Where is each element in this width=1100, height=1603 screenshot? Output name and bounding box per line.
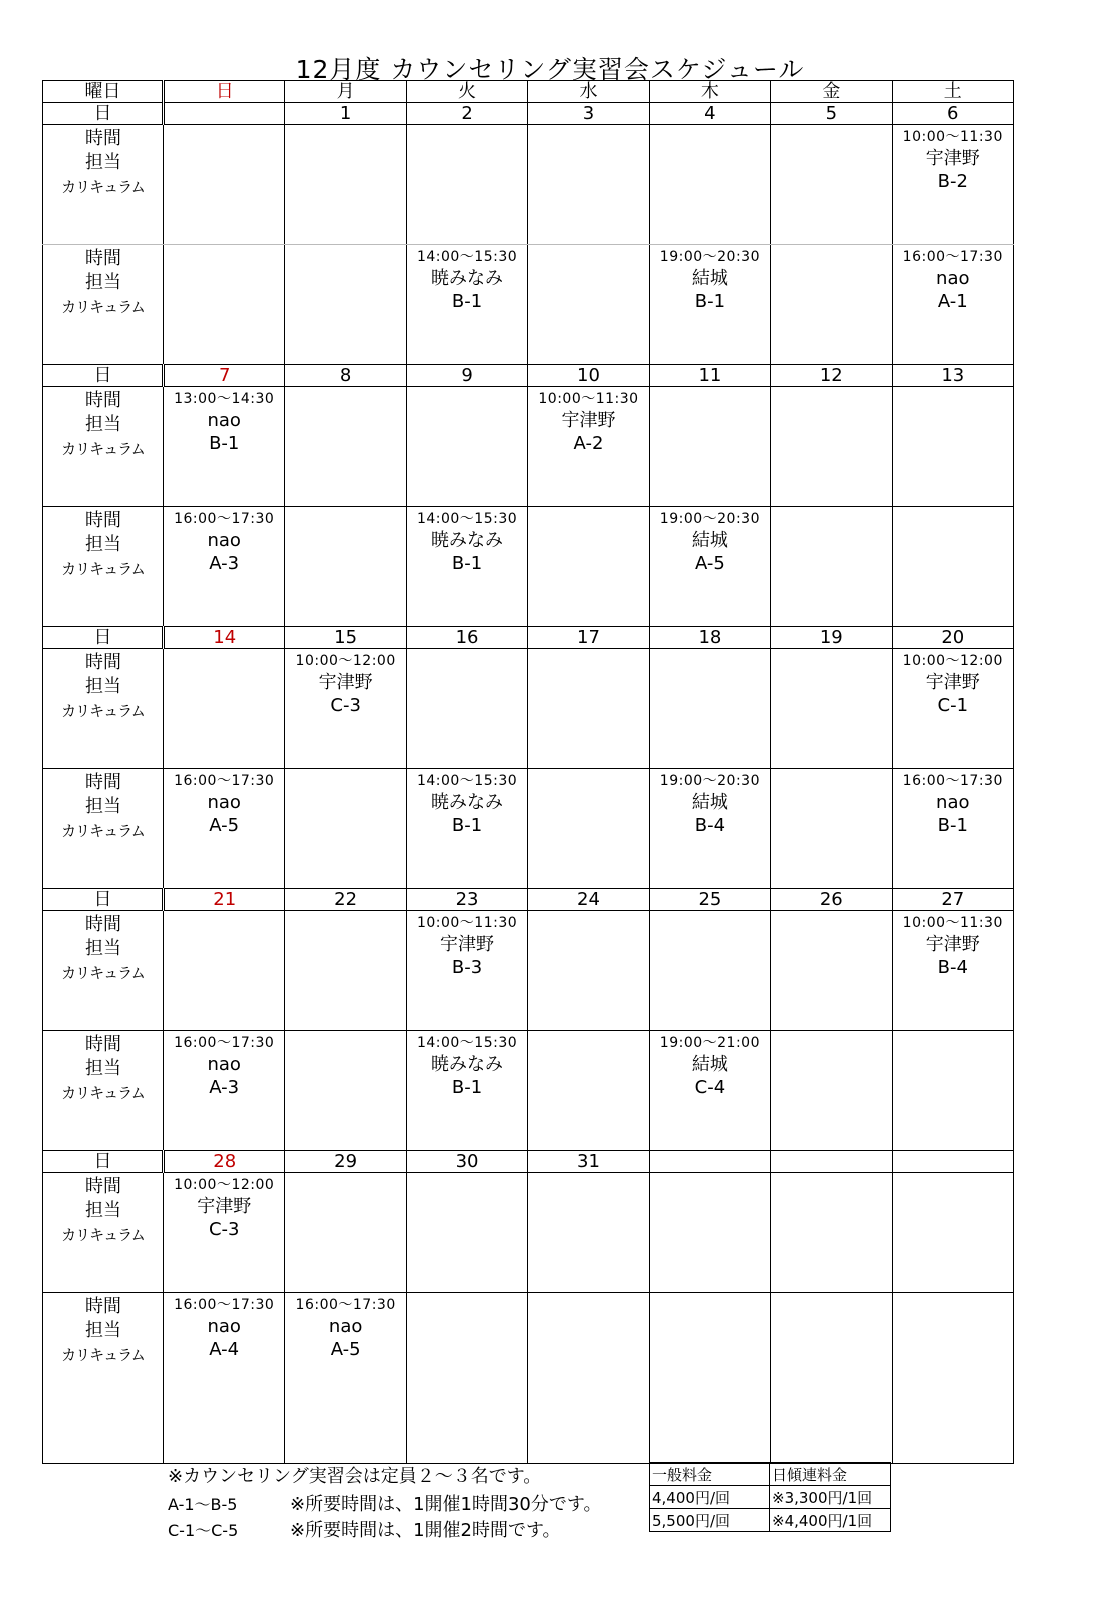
session-staff: nao bbox=[328, 1316, 363, 1337]
weekday-6: 土 bbox=[892, 81, 1013, 103]
session-time: 16:00～17:30 bbox=[902, 249, 1003, 265]
empty-cell bbox=[771, 769, 892, 889]
date-row bbox=[43, 1151, 1014, 1173]
fee-row bbox=[650, 1509, 891, 1532]
weekday-3: 水 bbox=[528, 81, 649, 103]
session-time: 14:00～15:30 bbox=[416, 511, 518, 527]
slot-labels bbox=[43, 649, 164, 769]
time-label: 時間 bbox=[85, 510, 121, 531]
empty-cell bbox=[528, 1173, 649, 1293]
session-staff: nao bbox=[207, 530, 241, 551]
date-cell: 15 bbox=[285, 627, 406, 649]
empty-cell bbox=[649, 649, 770, 769]
empty-cell bbox=[771, 125, 892, 245]
empty-cell bbox=[892, 1293, 1013, 1464]
session-cell bbox=[285, 649, 406, 769]
session-staff: 結城 bbox=[691, 1054, 728, 1075]
date-cell bbox=[892, 1151, 1013, 1173]
empty-cell bbox=[285, 1173, 406, 1293]
session-time: 10:00～12:00 bbox=[295, 653, 396, 669]
empty-cell bbox=[892, 1173, 1013, 1293]
session-staff: 宇津野 bbox=[925, 672, 980, 693]
slot-row bbox=[43, 769, 1014, 889]
fee-member: ※3,300円/1回 bbox=[770, 1486, 891, 1509]
session-cell bbox=[649, 507, 770, 627]
note-duration-c: ※所要時間は、1開催2時間です。 bbox=[290, 1520, 561, 1541]
session-time: 14:00～15:30 bbox=[416, 773, 518, 789]
date-cell: 20 bbox=[892, 627, 1013, 649]
session-curriculum: B-1 bbox=[451, 1077, 483, 1098]
empty-cell bbox=[285, 1031, 406, 1151]
empty-cell bbox=[164, 911, 285, 1031]
session-staff: nao bbox=[207, 792, 241, 813]
session-staff: 結城 bbox=[691, 530, 728, 551]
session-time: 16:00～17:30 bbox=[174, 773, 275, 789]
session-staff: 暁みなみ bbox=[431, 1054, 504, 1075]
session-time: 16:00～17:30 bbox=[174, 1297, 275, 1313]
date-cell: 3 bbox=[528, 103, 649, 125]
session-time: 10:00～12:00 bbox=[174, 1177, 275, 1193]
staff-label: 担当 bbox=[85, 1058, 121, 1079]
empty-cell bbox=[528, 245, 649, 365]
session-staff: 宇津野 bbox=[197, 1196, 252, 1217]
date-cell: 4 bbox=[649, 103, 770, 125]
session-cell bbox=[892, 769, 1013, 889]
session-cell bbox=[528, 387, 649, 507]
staff-label: 担当 bbox=[85, 152, 121, 173]
weekday-4: 木 bbox=[649, 81, 770, 103]
fee-general: 4,400円/回 bbox=[650, 1486, 770, 1509]
slot-labels bbox=[43, 911, 164, 1031]
date-label: 日 bbox=[43, 1151, 164, 1173]
session-time: 10:00～11:30 bbox=[902, 915, 1003, 931]
curriculum-label: カリキュラム bbox=[61, 822, 145, 840]
staff-label: 担当 bbox=[85, 676, 121, 697]
empty-cell bbox=[528, 125, 649, 245]
session-staff: 暁みなみ bbox=[431, 792, 504, 813]
session-cell bbox=[285, 1293, 406, 1464]
session-cell bbox=[649, 769, 770, 889]
session-curriculum: C-1 bbox=[937, 695, 969, 716]
session-curriculum: C-3 bbox=[330, 695, 361, 716]
session-cell bbox=[892, 649, 1013, 769]
empty-cell bbox=[771, 507, 892, 627]
session-time: 16:00～17:30 bbox=[174, 1035, 275, 1051]
date-cell: 11 bbox=[649, 365, 770, 387]
empty-cell bbox=[285, 387, 406, 507]
empty-cell bbox=[649, 1293, 770, 1464]
date-cell: 9 bbox=[406, 365, 527, 387]
empty-cell bbox=[285, 245, 406, 365]
empty-cell bbox=[528, 769, 649, 889]
date-label: 日 bbox=[43, 365, 164, 387]
session-time: 16:00～17:30 bbox=[295, 1297, 396, 1313]
session-cell bbox=[892, 911, 1013, 1031]
session-time: 10:00～11:30 bbox=[902, 129, 1003, 145]
date-cell bbox=[164, 103, 285, 125]
date-label: 日 bbox=[43, 103, 164, 125]
session-staff: 宇津野 bbox=[925, 934, 980, 955]
session-staff: 宇津野 bbox=[318, 672, 373, 693]
date-cell: 22 bbox=[285, 889, 406, 911]
empty-cell bbox=[406, 649, 527, 769]
empty-cell bbox=[406, 1173, 527, 1293]
empty-cell bbox=[406, 387, 527, 507]
slot-labels bbox=[43, 507, 164, 627]
empty-cell bbox=[649, 387, 770, 507]
curriculum-label: カリキュラム bbox=[61, 1084, 145, 1102]
curriculum-label: カリキュラム bbox=[61, 298, 145, 316]
date-cell: 23 bbox=[406, 889, 527, 911]
date-cell: 30 bbox=[406, 1151, 527, 1173]
slot-row bbox=[43, 1173, 1014, 1293]
session-staff: 宇津野 bbox=[561, 410, 616, 431]
session-curriculum: B-2 bbox=[937, 171, 968, 192]
note-range-a: A-1～B-5 bbox=[168, 1495, 238, 1514]
empty-cell bbox=[649, 1173, 770, 1293]
curriculum-label: カリキュラム bbox=[61, 964, 145, 982]
date-cell: 21 bbox=[164, 889, 285, 911]
slot-labels bbox=[43, 125, 164, 245]
session-cell bbox=[892, 245, 1013, 365]
date-cell: 6 bbox=[892, 103, 1013, 125]
time-label: 時間 bbox=[85, 1296, 121, 1317]
date-cell: 13 bbox=[892, 365, 1013, 387]
date-cell: 17 bbox=[528, 627, 649, 649]
weekday-0: 日 bbox=[164, 81, 285, 103]
session-staff: 暁みなみ bbox=[431, 530, 504, 551]
session-curriculum: A-1 bbox=[937, 291, 968, 312]
session-staff: 宇津野 bbox=[925, 148, 980, 169]
empty-cell bbox=[285, 125, 406, 245]
time-label: 時間 bbox=[85, 1176, 121, 1197]
time-label: 時間 bbox=[85, 390, 121, 411]
session-staff: 結城 bbox=[691, 792, 728, 813]
date-cell: 14 bbox=[164, 627, 285, 649]
slot-labels bbox=[43, 245, 164, 365]
date-cell: 26 bbox=[771, 889, 892, 911]
session-time: 10:00～11:30 bbox=[416, 915, 518, 931]
session-curriculum: B-4 bbox=[694, 815, 726, 836]
empty-cell bbox=[528, 507, 649, 627]
staff-label: 担当 bbox=[85, 796, 121, 817]
curriculum-label: カリキュラム bbox=[61, 1346, 145, 1364]
slot-labels bbox=[43, 1293, 164, 1464]
session-curriculum: A-2 bbox=[573, 433, 604, 454]
empty-cell bbox=[164, 649, 285, 769]
session-curriculum: A-5 bbox=[330, 1339, 361, 1360]
empty-cell bbox=[285, 507, 406, 627]
staff-label: 担当 bbox=[85, 414, 121, 435]
session-staff: nao bbox=[207, 1316, 241, 1337]
session-staff: nao bbox=[936, 268, 970, 289]
note-capacity: ※カウンセリング実習会は定員２～３名です。 bbox=[168, 1466, 542, 1487]
slot-row bbox=[43, 387, 1014, 507]
session-curriculum: B-1 bbox=[451, 291, 483, 312]
curriculum-label: カリキュラム bbox=[61, 178, 145, 196]
session-cell bbox=[649, 1031, 770, 1151]
session-staff: 結城 bbox=[691, 268, 728, 289]
session-time: 19:00～21:00 bbox=[659, 1035, 760, 1051]
fee-general: 5,500円/回 bbox=[650, 1509, 770, 1532]
date-cell: 27 bbox=[892, 889, 1013, 911]
weekday-header-row bbox=[43, 81, 1014, 103]
empty-cell bbox=[892, 1031, 1013, 1151]
date-row bbox=[43, 889, 1014, 911]
staff-label: 担当 bbox=[85, 938, 121, 959]
staff-label: 担当 bbox=[85, 1320, 121, 1341]
session-staff: nao bbox=[207, 1054, 241, 1075]
staff-label: 担当 bbox=[85, 534, 121, 555]
empty-cell bbox=[771, 387, 892, 507]
fee-header-member: 日傾連料金 bbox=[770, 1463, 891, 1486]
session-time: 19:00～20:30 bbox=[659, 511, 760, 527]
fee-row bbox=[650, 1486, 891, 1509]
staff-label: 担当 bbox=[85, 272, 121, 293]
empty-cell bbox=[406, 1293, 527, 1464]
session-cell bbox=[406, 507, 527, 627]
session-staff: nao bbox=[207, 410, 241, 431]
session-cell bbox=[164, 769, 285, 889]
session-cell bbox=[406, 911, 527, 1031]
date-row bbox=[43, 103, 1014, 125]
slot-row bbox=[43, 507, 1014, 627]
session-staff: 暁みなみ bbox=[431, 268, 504, 289]
date-cell: 8 bbox=[285, 365, 406, 387]
fee-header-general: 一般料金 bbox=[650, 1463, 770, 1486]
slot-row bbox=[43, 1293, 1014, 1464]
empty-cell bbox=[771, 1031, 892, 1151]
slot-labels bbox=[43, 387, 164, 507]
session-time: 16:00～17:30 bbox=[902, 773, 1003, 789]
date-cell: 7 bbox=[164, 365, 285, 387]
empty-cell bbox=[164, 245, 285, 365]
session-curriculum: C-4 bbox=[694, 1077, 726, 1098]
session-curriculum: A-3 bbox=[209, 553, 240, 574]
note-range-c: C-1～C-5 bbox=[168, 1521, 239, 1540]
slot-labels bbox=[43, 1031, 164, 1151]
weekday-1: 月 bbox=[285, 81, 406, 103]
session-cell bbox=[649, 245, 770, 365]
fee-header-row bbox=[650, 1463, 891, 1486]
slot-row bbox=[43, 125, 1014, 245]
session-curriculum: A-4 bbox=[209, 1339, 240, 1360]
date-cell: 10 bbox=[528, 365, 649, 387]
empty-cell bbox=[528, 1293, 649, 1464]
slot-row bbox=[43, 911, 1014, 1031]
empty-cell bbox=[771, 1173, 892, 1293]
session-curriculum: A-5 bbox=[209, 815, 240, 836]
session-time: 14:00～15:30 bbox=[416, 249, 518, 265]
session-time: 19:00～20:30 bbox=[659, 249, 760, 265]
weekday-2: 火 bbox=[406, 81, 527, 103]
time-label: 時間 bbox=[85, 128, 121, 149]
empty-cell bbox=[528, 911, 649, 1031]
date-cell: 12 bbox=[771, 365, 892, 387]
session-curriculum: B-1 bbox=[209, 433, 240, 454]
slot-row bbox=[43, 245, 1014, 365]
session-cell bbox=[164, 1173, 285, 1293]
date-label: 日 bbox=[43, 627, 164, 649]
session-curriculum: A-3 bbox=[209, 1077, 240, 1098]
empty-cell bbox=[164, 125, 285, 245]
session-cell bbox=[406, 245, 527, 365]
date-cell bbox=[771, 1151, 892, 1173]
weekday-label: 曜日 bbox=[43, 81, 164, 103]
date-cell: 16 bbox=[406, 627, 527, 649]
date-label: 日 bbox=[43, 889, 164, 911]
fee-member: ※4,400円/1回 bbox=[770, 1509, 891, 1532]
date-cell: 1 bbox=[285, 103, 406, 125]
session-cell bbox=[164, 387, 285, 507]
date-cell: 18 bbox=[649, 627, 770, 649]
session-cell bbox=[164, 507, 285, 627]
session-cell bbox=[406, 1031, 527, 1151]
date-row bbox=[43, 365, 1014, 387]
session-curriculum: B-1 bbox=[937, 815, 968, 836]
note-duration-a: ※所要時間は、1開催1時間30分です。 bbox=[290, 1494, 602, 1515]
empty-cell bbox=[406, 125, 527, 245]
empty-cell bbox=[771, 911, 892, 1031]
empty-cell bbox=[528, 1031, 649, 1151]
session-cell bbox=[164, 1031, 285, 1151]
schedule-table bbox=[42, 80, 1014, 1464]
date-cell: 5 bbox=[771, 103, 892, 125]
session-cell bbox=[164, 1293, 285, 1464]
session-curriculum: B-1 bbox=[694, 291, 726, 312]
slot-labels bbox=[43, 769, 164, 889]
session-curriculum: C-3 bbox=[208, 1219, 240, 1240]
session-staff: 宇津野 bbox=[440, 934, 495, 955]
curriculum-label: カリキュラム bbox=[61, 702, 145, 720]
curriculum-label: カリキュラム bbox=[61, 560, 145, 578]
session-time: 10:00～12:00 bbox=[902, 653, 1003, 669]
session-curriculum: A-5 bbox=[694, 553, 725, 574]
empty-cell bbox=[771, 1293, 892, 1464]
slot-labels bbox=[43, 1173, 164, 1293]
session-cell bbox=[406, 769, 527, 889]
session-time: 19:00～20:30 bbox=[659, 773, 760, 789]
time-label: 時間 bbox=[85, 1034, 121, 1055]
empty-cell bbox=[892, 507, 1013, 627]
date-row bbox=[43, 627, 1014, 649]
weekday-5: 金 bbox=[771, 81, 892, 103]
empty-cell bbox=[771, 245, 892, 365]
staff-label: 担当 bbox=[85, 1200, 121, 1221]
curriculum-label: カリキュラム bbox=[61, 440, 145, 458]
date-cell: 2 bbox=[406, 103, 527, 125]
time-label: 時間 bbox=[85, 914, 121, 935]
time-label: 時間 bbox=[85, 652, 121, 673]
time-label: 時間 bbox=[85, 772, 121, 793]
session-staff: nao bbox=[936, 792, 970, 813]
date-cell: 28 bbox=[164, 1151, 285, 1173]
date-cell: 29 bbox=[285, 1151, 406, 1173]
session-time: 16:00～17:30 bbox=[174, 511, 275, 527]
fee-table bbox=[649, 1462, 891, 1532]
date-cell: 31 bbox=[528, 1151, 649, 1173]
page-title: 12月度 カウンセリング実習会スケジュール bbox=[295, 55, 805, 84]
date-cell: 19 bbox=[771, 627, 892, 649]
session-time: 10:00～11:30 bbox=[538, 391, 639, 407]
empty-cell bbox=[771, 649, 892, 769]
session-time: 13:00～14:30 bbox=[174, 391, 275, 407]
empty-cell bbox=[285, 911, 406, 1031]
empty-cell bbox=[649, 911, 770, 1031]
session-curriculum: B-1 bbox=[451, 815, 483, 836]
empty-cell bbox=[649, 125, 770, 245]
slot-row bbox=[43, 649, 1014, 769]
session-cell bbox=[892, 125, 1013, 245]
session-curriculum: B-3 bbox=[451, 957, 483, 978]
empty-cell bbox=[528, 649, 649, 769]
date-cell: 25 bbox=[649, 889, 770, 911]
empty-cell bbox=[892, 387, 1013, 507]
empty-cell bbox=[285, 769, 406, 889]
curriculum-label: カリキュラム bbox=[61, 1226, 145, 1244]
slot-row bbox=[43, 1031, 1014, 1151]
date-cell: 24 bbox=[528, 889, 649, 911]
time-label: 時間 bbox=[85, 248, 121, 269]
session-curriculum: B-1 bbox=[451, 553, 483, 574]
session-curriculum: B-4 bbox=[937, 957, 968, 978]
date-cell bbox=[649, 1151, 770, 1173]
session-time: 14:00～15:30 bbox=[416, 1035, 518, 1051]
